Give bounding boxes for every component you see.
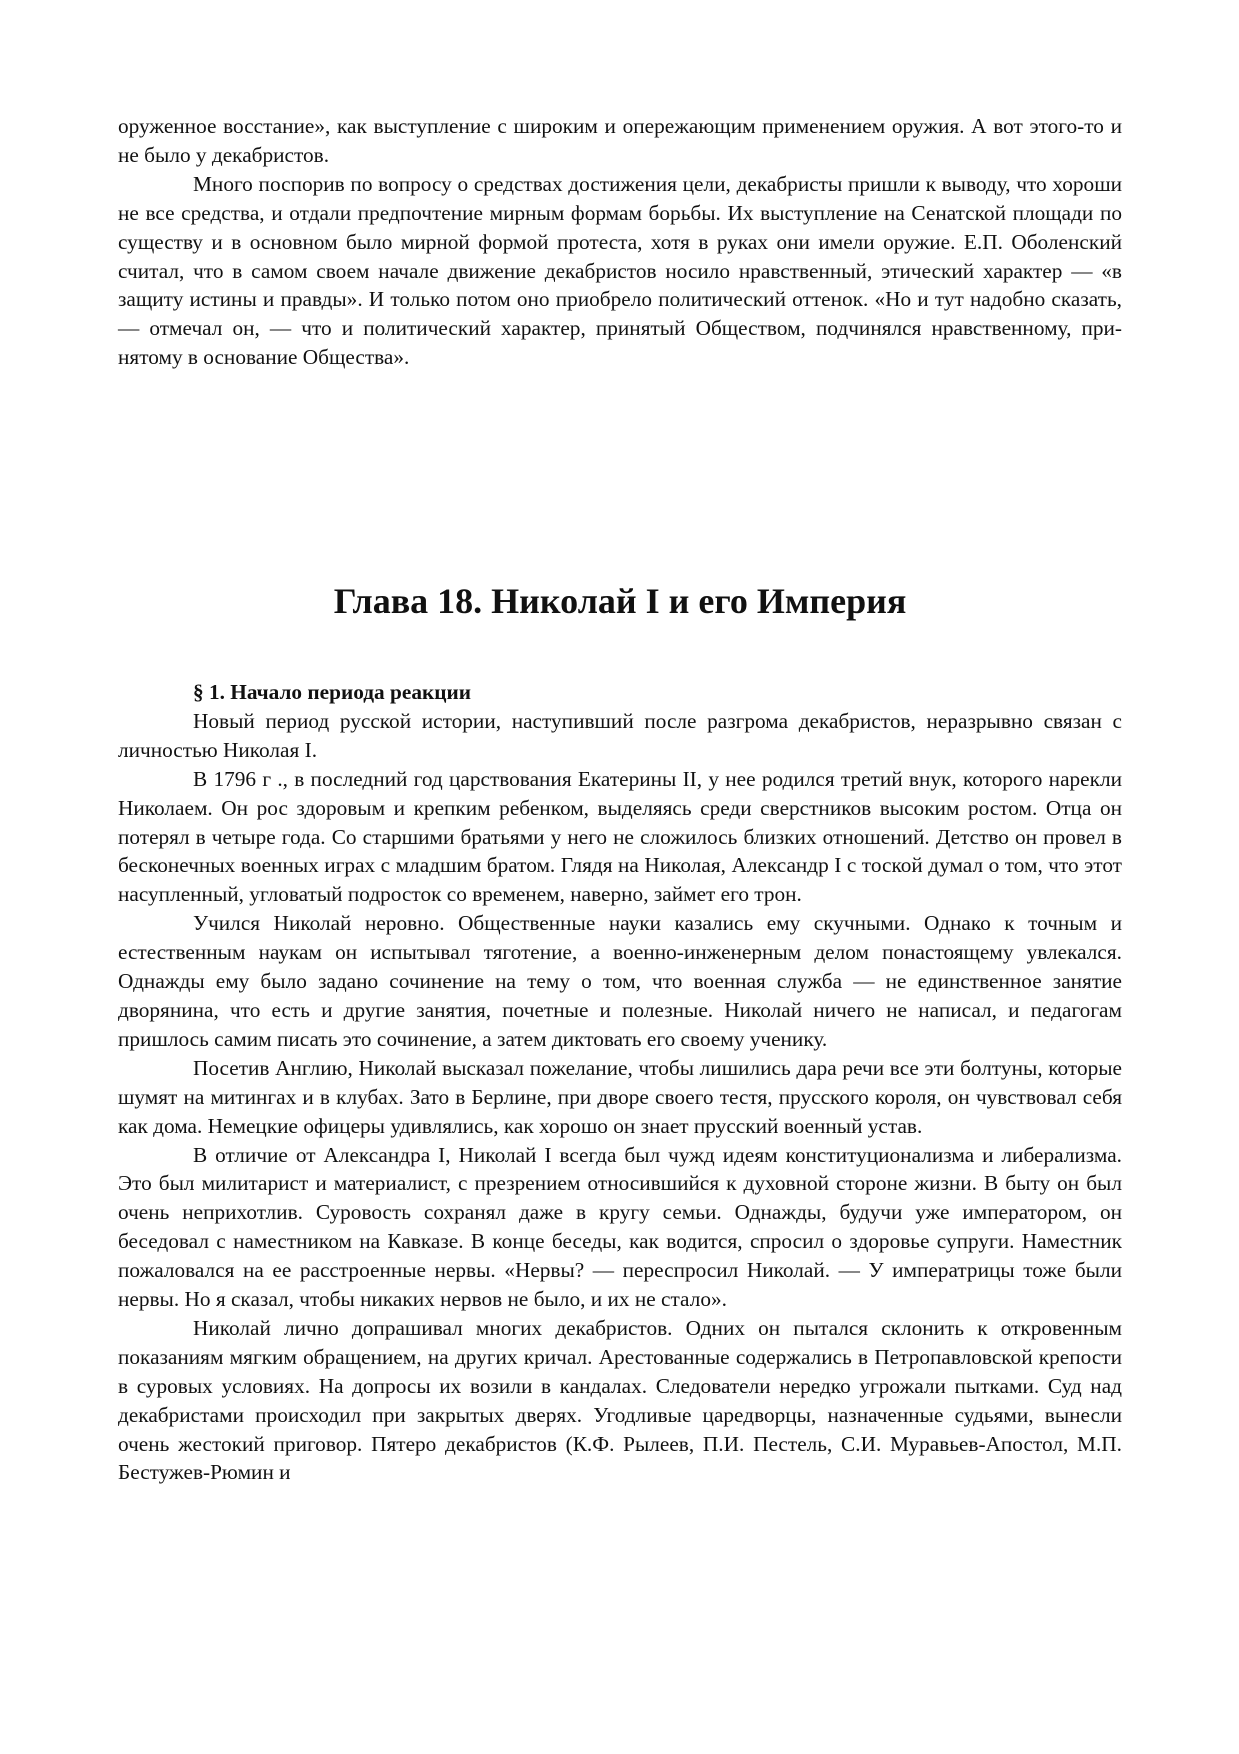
paragraph-character: В отличие от Александра I, Николай I всегда был чужд идеям конституционализма и либерализма. Это был милитарист и материалист, с презрением относившийся к духовной стороне жизни. В быту он был очень неприхотлив. Суровость сохранял даже в кругу семьи. Однажды, будучи уже императором, он беседовал с наместником на Кавказе. В конце беседы, как водится, спросил о здоровье супруги. Наместник пожаловался на ее расстроенные нервы. «Нервы? — переспросил Николай. — У императрицы тоже были нервы. Но я сказал, чтобы никаких нервов не было, и их не стало». xyxy=(118,1142,1122,1312)
paragraph-england: Посетив Англию, Николай высказал пожелание, чтобы лишились дара речи все эти болтуны, которые шумят на митингах и в клубах. Зато в Берлине, при дворе своего тестя, прусского короля, он чувствовал себя как дома. Немецкие офицеры удивлялись, как хорошо он знает прусский военный устав. xyxy=(118,1055,1122,1138)
paragraph-education: Учился Николай неровно. Общественные науки казались ему скучными. Однако к точным и естественным наукам он испытывал тяготение, а военно-инженерным делом понастоящему увлекался. Однажды ему было задано сочинение на тему о том, что военная служба — не единственное занятие дворянина, что есть и другие занятия, почетные и полезные. Николай ничего не написал, и педагогам пришлось самим писать это сочинение, а затем диктовать его своему ученику. xyxy=(118,911,1122,1051)
section-block xyxy=(118,678,1122,1487)
paragraph-continuation: оруженное восстание», как выступление с широким и опережающим применением оружия. А вот этого-то и не было у декабристов. xyxy=(118,114,1122,167)
paragraph-new-period: Новый период русской истории, наступивший после разгрома декабристов, неразрывно связан с личностью Николая I. xyxy=(118,708,1122,762)
section-heading: § 1. Начало периода реакции xyxy=(193,680,472,704)
paragraph-interrogation: Николай лично допрашивал многих декабристов. Одних он пытался склонить к откровенным показаниям мягким обращением, на других кричал. Арестованные содержались в Петропавловской крепости в суровых условиях. На допросы их возили в кандалах. Следователи нередко угрожали пытками. Суд над декабристами происходил при закрытых дверях. Угодливые царедворцы, назначенные судьями, вынесли очень жестокий приговор. Пятеро декабристов (К.Ф. Рылеев, П.И. Пестель, С.И. Муравьев-Апостол, М.П. Бестужев-Рюмин и xyxy=(118,1315,1122,1485)
top-text-block xyxy=(118,112,1122,372)
paragraph-decembrists-means: Много поспорив по вопросу о средствах достижения цели, декабристы пришли к выводу, что хороши не все средства, и отдали предпочтение мирным формам борьбы. Их выступление на Сенатской площади по существу и в основном было мирной формой протеста, хотя в руках они имели оружие. Е.П. Оболенский считал, что в самом своем начале движение декабристов носило нравственный, этический характер — «в защиту истины и правды». И только потом оно приобрело политический оттенок. «Но и тут надобно сказать, — отмечал он, — что и политический характер, принятый Обществом, подчинялся нравственному, принятому в основание Общества». xyxy=(118,171,1122,370)
paragraph-birth: В 1796 г ., в последний год царствования Екатерины II, у нее родился третий внук, которого нарекли Николаем. Он рос здоровым и крепким ребенком, выделяясь среди сверстников высоким ростом. Отца он потерял в четыре года. Со старшими братьями у него не сложилось близких отношений. Детство он провел в бесконечных военных играх с младшим братом. Глядя на Николая, Александр I с тоской думал о том, что этот насупленный, угловатый подросток со временем, наверно, займет его трон. xyxy=(118,766,1122,907)
chapter-title: Глава 18. Николай I и его Империя xyxy=(333,581,907,621)
